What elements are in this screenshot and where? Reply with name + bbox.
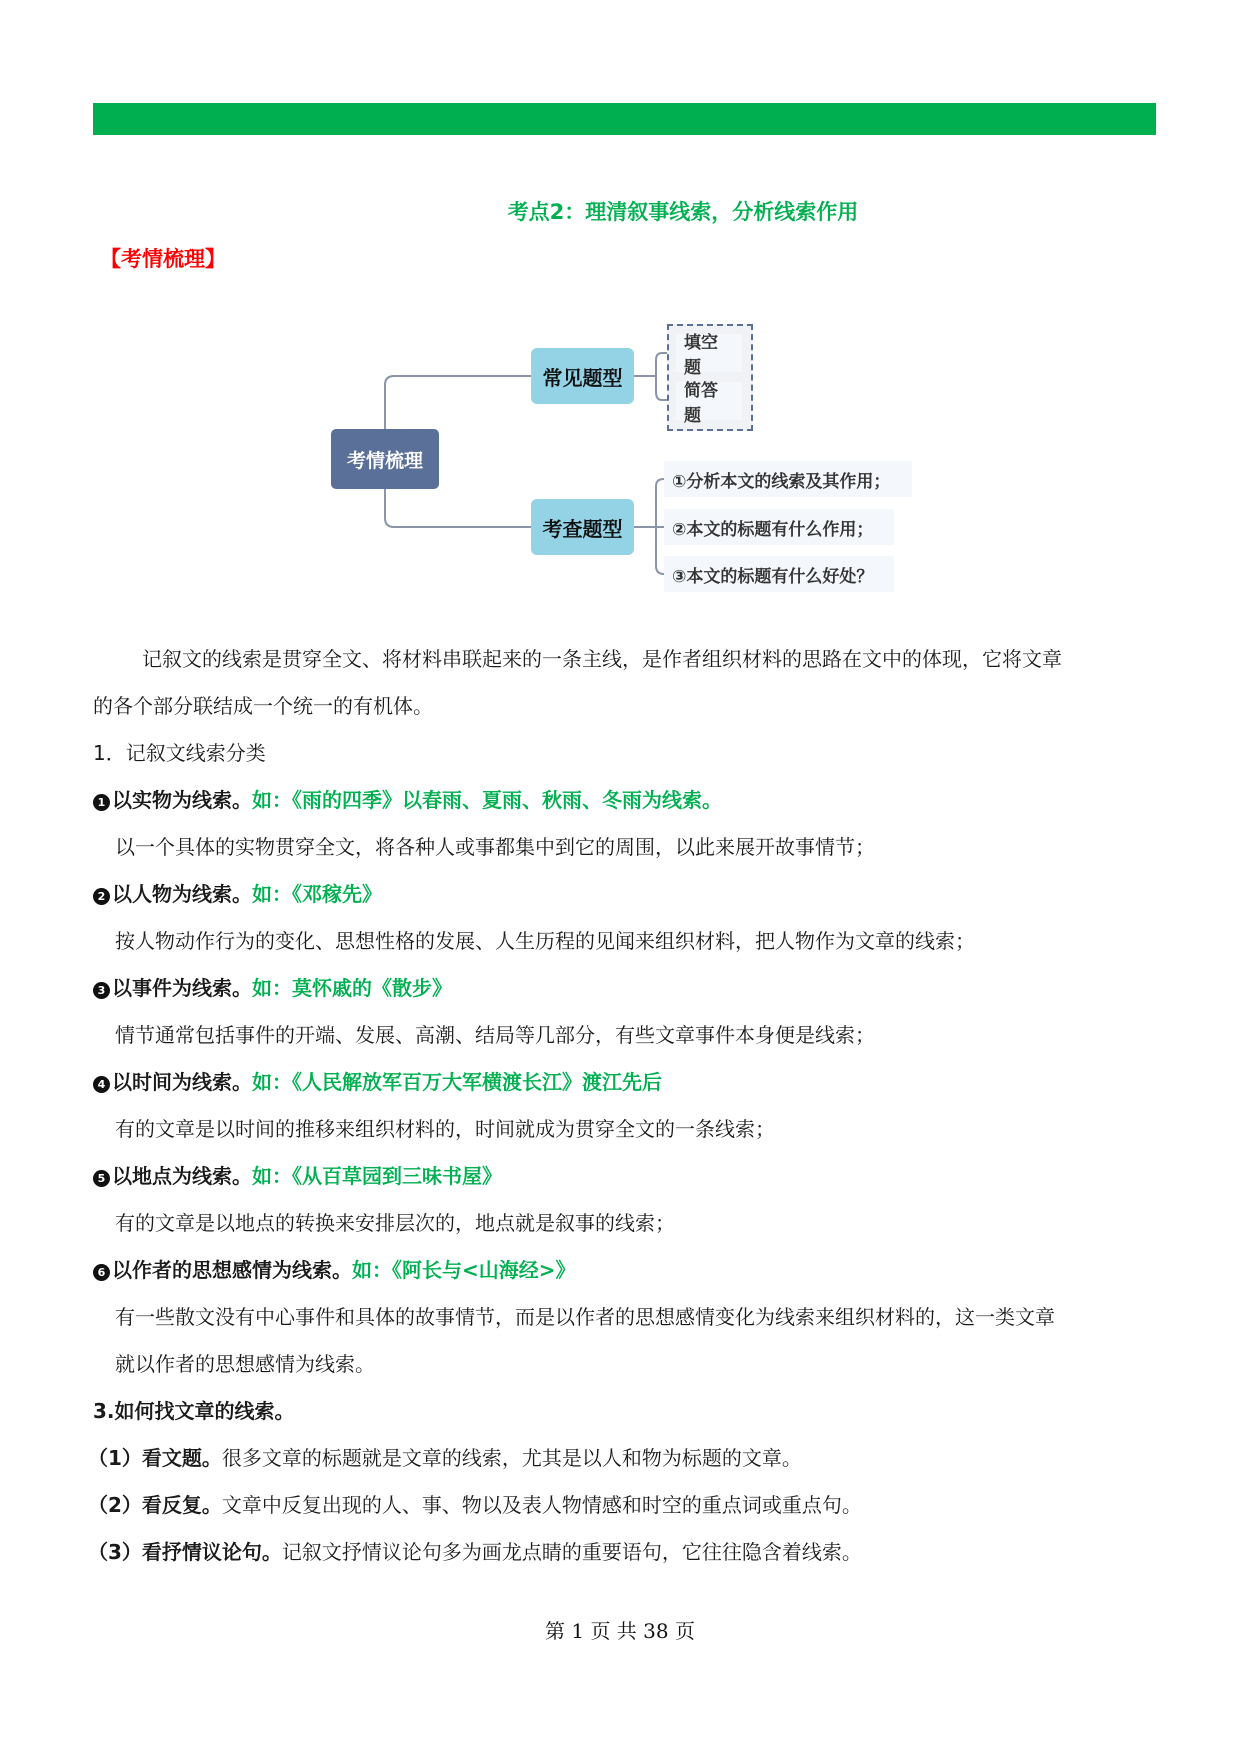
circled-number-3-icon: 3 bbox=[93, 982, 110, 999]
mindmap-root-node: 考情梳理 bbox=[331, 429, 439, 489]
intro-line-2: 的各个部分联结成一个统一的有机体。 bbox=[93, 694, 433, 718]
clue-type-label: 以作者的思想感情为线索。 bbox=[112, 1258, 352, 1282]
mindmap-leaf-fill-blank: 填空题 bbox=[676, 334, 742, 372]
page-title: 考点2：理清叙事线索，分析线索作用 bbox=[507, 200, 859, 224]
mindmap-branch-exam-types: 考查题型 bbox=[531, 499, 634, 555]
clue-type-desc: 按人物动作行为的变化、思想性格的发展、人生历程的见闻来组织材料，把人物作为文章的线索； bbox=[115, 929, 975, 953]
clue-type-desc: 就以作者的思想感情为线索。 bbox=[115, 1352, 375, 1376]
method-number: （2） bbox=[88, 1493, 142, 1517]
mindmap-leaf-question-1: ①分析本文的线索及其作用； bbox=[664, 461, 912, 497]
mindmap-leaf-question-3: ③本文的标题有什么好处？ bbox=[664, 556, 894, 592]
clue-type-desc: 情节通常包括事件的开端、发展、高潮、结局等几部分，有些文章事件本身便是线索； bbox=[115, 1023, 875, 1047]
method-label: 看文题。 bbox=[141, 1446, 222, 1470]
clue-type-label: 以人物为线索。 bbox=[112, 882, 252, 906]
circled-number-6-icon: 6 bbox=[93, 1264, 110, 1281]
mind-map bbox=[0, 0, 1240, 620]
mindmap-leaf-question-2: ②本文的标题有什么作用； bbox=[664, 509, 894, 545]
method-label: 看反复。 bbox=[141, 1493, 222, 1517]
clue-type-desc: 有的文章是以地点的转换来安排层次的，地点就是叙事的线索； bbox=[115, 1211, 675, 1235]
clue-type-example: 如：莫怀戚的《散步》 bbox=[252, 976, 452, 1000]
clue-type-6 bbox=[93, 1256, 576, 1284]
clue-type-label: 以时间为线索。 bbox=[112, 1070, 252, 1094]
method-label: 看抒情议论句。 bbox=[141, 1540, 282, 1564]
clue-type-example: 如：《从百草园到三味书屋》 bbox=[252, 1164, 502, 1188]
clue-type-example: 如：《邓稼先》 bbox=[252, 882, 382, 906]
find-clue-method-1 bbox=[88, 1444, 802, 1472]
method-number: （3） bbox=[88, 1540, 142, 1564]
clue-type-example: 如：《人民解放军百万大军横渡长江》渡江先后 bbox=[252, 1070, 662, 1094]
method-number: （1） bbox=[88, 1446, 142, 1470]
clue-type-example: 如：《雨的四季》以春雨、夏雨、秋雨、冬雨为线索。 bbox=[252, 788, 722, 812]
circled-number-4-icon: 4 bbox=[93, 1076, 110, 1093]
intro-line-1: 记叙文的线索是贯穿全文、将材料串联起来的一条主线，是作者组织材料的思路在文中的体现，它将文章 bbox=[142, 647, 1062, 671]
mindmap-branch-common-types: 常见题型 bbox=[531, 348, 634, 404]
clue-type-desc: 有的文章是以时间的推移来组织材料的，时间就成为贯穿全文的一条线索； bbox=[115, 1117, 775, 1141]
clue-type-2 bbox=[93, 880, 382, 908]
clue-type-3 bbox=[93, 974, 452, 1002]
section1-heading: 1．记叙文线索分类 bbox=[93, 741, 266, 765]
method-text: 很多文章的标题就是文章的线索，尤其是以人和物为标题的文章。 bbox=[221, 1446, 802, 1470]
clue-type-desc: 有一些散文没有中心事件和具体的故事情节，而是以作者的思想感情变化为线索来组织材料的，这一类文章 bbox=[115, 1305, 1055, 1329]
find-clue-method-3 bbox=[88, 1538, 862, 1566]
clue-type-example: 如：《阿长与<山海经>》 bbox=[352, 1258, 576, 1282]
find-clue-method-2 bbox=[88, 1491, 862, 1519]
section3-heading: 3.如何找文章的线索。 bbox=[93, 1399, 295, 1423]
clue-type-1 bbox=[93, 786, 722, 814]
clue-type-4 bbox=[93, 1068, 662, 1096]
clue-type-label: 以地点为线索。 bbox=[112, 1164, 252, 1188]
clue-type-label: 以事件为线索。 bbox=[112, 976, 252, 1000]
clue-type-label: 以实物为线索。 bbox=[112, 788, 252, 812]
method-text: 记叙文抒情议论句多为画龙点睛的重要语句，它往往隐含着线索。 bbox=[281, 1540, 862, 1564]
circled-number-1-icon: 1 bbox=[93, 794, 110, 811]
mindmap-leaf-short-answer: 简答题 bbox=[676, 382, 742, 420]
clue-type-desc: 以一个具体的实物贯穿全文，将各种人或事都集中到它的周围，以此来展开故事情节； bbox=[115, 835, 875, 859]
clue-type-5 bbox=[93, 1162, 502, 1190]
page-footer: 第 1 页 共 38 页 bbox=[545, 1619, 695, 1643]
circled-number-5-icon: 5 bbox=[93, 1170, 110, 1187]
method-text: 文章中反复出现的人、事、物以及表人物情感和时空的重点词或重点句。 bbox=[221, 1493, 862, 1517]
circled-number-2-icon: 2 bbox=[93, 888, 110, 905]
section-tag: 【考情梳理】 bbox=[100, 247, 226, 271]
